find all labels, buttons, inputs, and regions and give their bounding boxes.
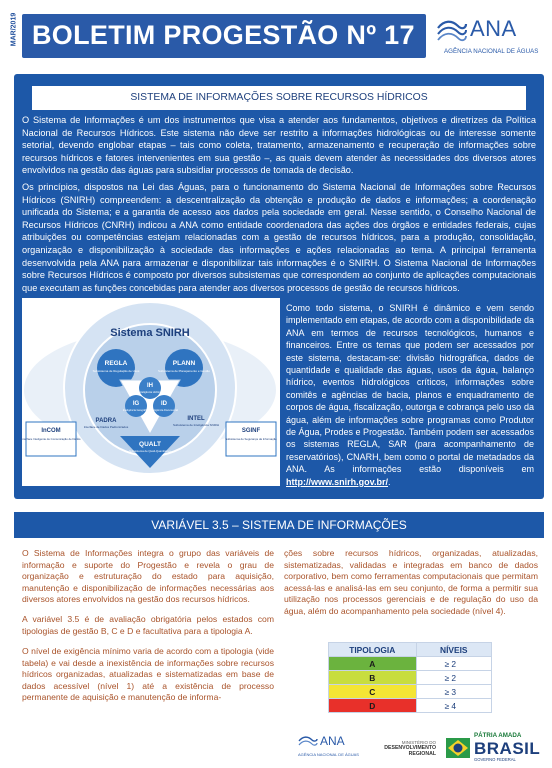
snirh-section-title: SISTEMA DE INFORMAÇÕES SOBRE RECURSOS HÍDRICOS — [130, 92, 428, 103]
date-tag — [6, 10, 20, 56]
footer-brasil-line3: GOVERNO FEDERAL — [474, 757, 516, 762]
bulletin-title: BOLETIM PROGESTÃO Nº 17 — [32, 20, 415, 50]
footer-mdr-logo — [372, 740, 436, 757]
node-ih-desc: Inteligência Hídrica — [138, 391, 162, 394]
footer-mdr-line1: MINISTÉRIO DO — [401, 740, 436, 745]
table-header-tipologia: TIPOLOGIA — [329, 643, 417, 657]
intro-paragraph: O Sistema de Informações é um dos instrumentos que visa a atender aos fundamentos, objetivos e diretrizes da Política Nacional de Recursos Hídricos. Este sistema não deve ser restrito a informações hidrológicas ou de interesse somente setorial, devendo englobar etapas – tais como coleta, tratamento, armazenamento e recuperação de informações sobre recursos hídricos e fatores intervenientes em sua gestão –, as quais devem atender às necessidades dos diversos atores envolvidos na gestão das águas para subsidiar processos de tomada de decisão. — [22, 115, 536, 176]
node-incom-label: InCOM — [41, 428, 61, 434]
footer-brasil-line1: PÁTRIA AMADA — [474, 732, 522, 739]
ana-logo-name: ANA — [470, 16, 517, 41]
footer-brasil-line2: BRASIL — [474, 739, 541, 758]
variable-section-title: VARIÁVEL 3.5 – SISTEMA DE INFORMAÇÕES — [151, 518, 407, 532]
node-ig-label: IG — [132, 401, 140, 407]
node-ih-label: IH — [147, 383, 153, 389]
node-intel-desc: Subsistema de Inteligência SNIRH — [172, 423, 220, 427]
issue-date: MAR/2019 — [10, 12, 18, 47]
node-plann-label: PLANN — [172, 360, 196, 367]
brasil-flag-icon — [444, 734, 472, 762]
node-regla-label: REGLA — [104, 360, 128, 367]
diagram-title: Sistema SNIRH — [110, 327, 190, 339]
node-sginf-label: SGINF — [241, 428, 261, 434]
tipology-cell: A — [329, 657, 417, 671]
title-bar — [22, 14, 426, 58]
dynamics-paragraph — [286, 302, 534, 488]
node-padra-desc: Interface de Dados Padronizados — [83, 425, 129, 429]
table-row — [329, 699, 492, 713]
node-id-desc: Inteligência Documental — [150, 409, 178, 412]
dynamics-text-end: . — [388, 476, 391, 487]
footer-ana-subtitle: AGÊNCIA NACIONAL DE ÁGUAS — [298, 752, 359, 757]
variable-para-3: O nível de exigência mínimo varia de acordo com a tipologia (vide tabela) e vai desde a inexistência de informações sobre recursos hídricos organizadas, atualizadas e sistematizadas em base de dados acessível (nível 1) até a existência de processo permanente de aquisição e manutenção de informa- — [22, 646, 274, 703]
dynamics-text: Como todo sistema, o SNIRH é dinâmico e vem sendo implementado em etapas, de acordo com a disponibilidade da ANA em termos de recursos tecnológicos, humanos e financeiros. Entre os temas que podem ser acessados por este sistema, destacam-se: divisão hidrográfica, dados de quantidade e qualidade das águas, usos da água, balanço hídrico, eventos hidrológicos críticos, informações sobre comitês e agências de bacia, planos e enquadramento de corpos de água, fiscalização, outorga e cobrança pelo uso da água, além de informações sobre programas como Produtor de Água, Prodes e Progestão. Também podem ser acessados os sistemas REGLA, SAR (para acompanhamento de reservatórios), CNARH, bem como o portal de metadados da ANA. As informações estão disponíveis em — [286, 303, 534, 475]
table-header-row — [329, 643, 492, 657]
snirh-diagram — [22, 298, 280, 486]
tipology-cell: C — [329, 685, 417, 699]
tipology-cell: D — [329, 699, 417, 713]
footer-ana-wave-icon — [298, 734, 318, 750]
node-plann-desc: Subsistema de Planejamento e Gestão — [157, 369, 211, 373]
node-id-label: ID — [161, 401, 167, 407]
variable-section-header — [14, 512, 544, 538]
node-padra-label: PADRA — [95, 418, 117, 424]
node-regla-desc: Subsistema de Regulação de Usos — [92, 369, 140, 373]
table-body — [329, 657, 492, 713]
variable-para-1: O Sistema de Informações integra o grupo das variáveis de informação e suporte do Progestão e revela o grau de organização e estruturação do estado para aquisição, manutenção e disponibilização de informações necessárias aos diversos atores envolvidos na gestão dos recursos hídricos. — [22, 548, 274, 605]
snirh-diagram-svg — [22, 298, 280, 486]
principles-paragraph: Os princípios, dispostos na Lei das Águas, para o funcionamento do Sistema Nacional de Informações sobre Recursos Hídricos (SNIRH) compreendem: a descentralização da obtenção e produção de dados e informações; a coordenação unificada do Sistema; e a garantia de acesso aos dados pela sociedade em geral. Nesse sentido, o Conselho Nacional de Recursos Hídricos (CNRH) indicou a ANA como entidade coordenadora das ações dos órgãos e entidades federais, cujas atribuições ou competências estejam relacionadas com a gestão de recursos hídricos, para a produção, consolidação, organização e disponibilização à sociedade das informações e ações relacionadas ao tema. A principal ferramenta desenvolvida pela ANA para armazenar e disponibilizar tais informações é o SNIRH. O Sistema Nacional de Informações sobre Recursos Hídricos é composto por diversos subsistemas que correspondem ao conjunto de aplicações computacionais que executam as funções concebidas para atender aos diversos processos de gestão de recursos hídricos. — [22, 182, 536, 293]
level-cell: ≥ 4 — [416, 699, 492, 713]
table-row — [329, 685, 492, 699]
level-cell: ≥ 2 — [416, 657, 492, 671]
ana-wave-icon — [436, 16, 468, 46]
node-qualt-label: QUALT — [139, 441, 161, 448]
snirh-link[interactable]: http://www.snirh.gov.br/ — [286, 476, 388, 487]
footer-ana-logo — [294, 732, 364, 762]
node-ig-desc: Inteligência Geográfica — [122, 409, 150, 412]
variable-para-4: ções sobre recursos hídricos, organizadas, atualizadas, sistematizadas, validadas e integradas em banco de dados corporativo, bem como ferramentas computacionais que permitam acessá-las e analisá-las em seu conjunto, de forma a permitir sua utilização nos processos gerenciais e de regulação do uso da água, além do acompanhamento pela sociedade (nível 4). — [284, 548, 538, 616]
ana-logo-subtitle: AGÊNCIA NACIONAL DE ÁGUAS — [444, 48, 539, 55]
footer-mdr-line2: DESENVOLVIMENTO REGIONAL — [384, 745, 436, 757]
footer-ana-name: ANA — [320, 734, 345, 748]
footer-brasil-logo — [444, 732, 544, 764]
node-intel-label: INTEL — [187, 416, 205, 422]
node-sginf-desc: Subsistema de Segurança da Informação — [225, 437, 277, 441]
page-header — [0, 0, 552, 72]
level-cell: ≥ 3 — [416, 685, 492, 699]
node-incom-desc: Interface Inteligente de Comunicação de Dados — [22, 437, 81, 441]
level-cell: ≥ 2 — [416, 671, 492, 685]
node-qualt-desc: Subsistema de Quali-Quantitativo — [129, 449, 171, 453]
table-header-niveis: NÍVEIS — [416, 643, 492, 657]
page-footer — [0, 726, 552, 768]
tipology-table — [328, 642, 492, 713]
variable-para-2: A variável 3.5 é de avaliação obrigatória pelos estados com tipologias de gestão B, C e D e facultativa para a tipologia A. — [22, 614, 274, 636]
snirh-section-title-box — [32, 86, 526, 110]
tipology-cell: B — [329, 671, 417, 685]
ana-logo — [434, 14, 546, 60]
table-row — [329, 671, 492, 685]
table-row — [329, 657, 492, 671]
